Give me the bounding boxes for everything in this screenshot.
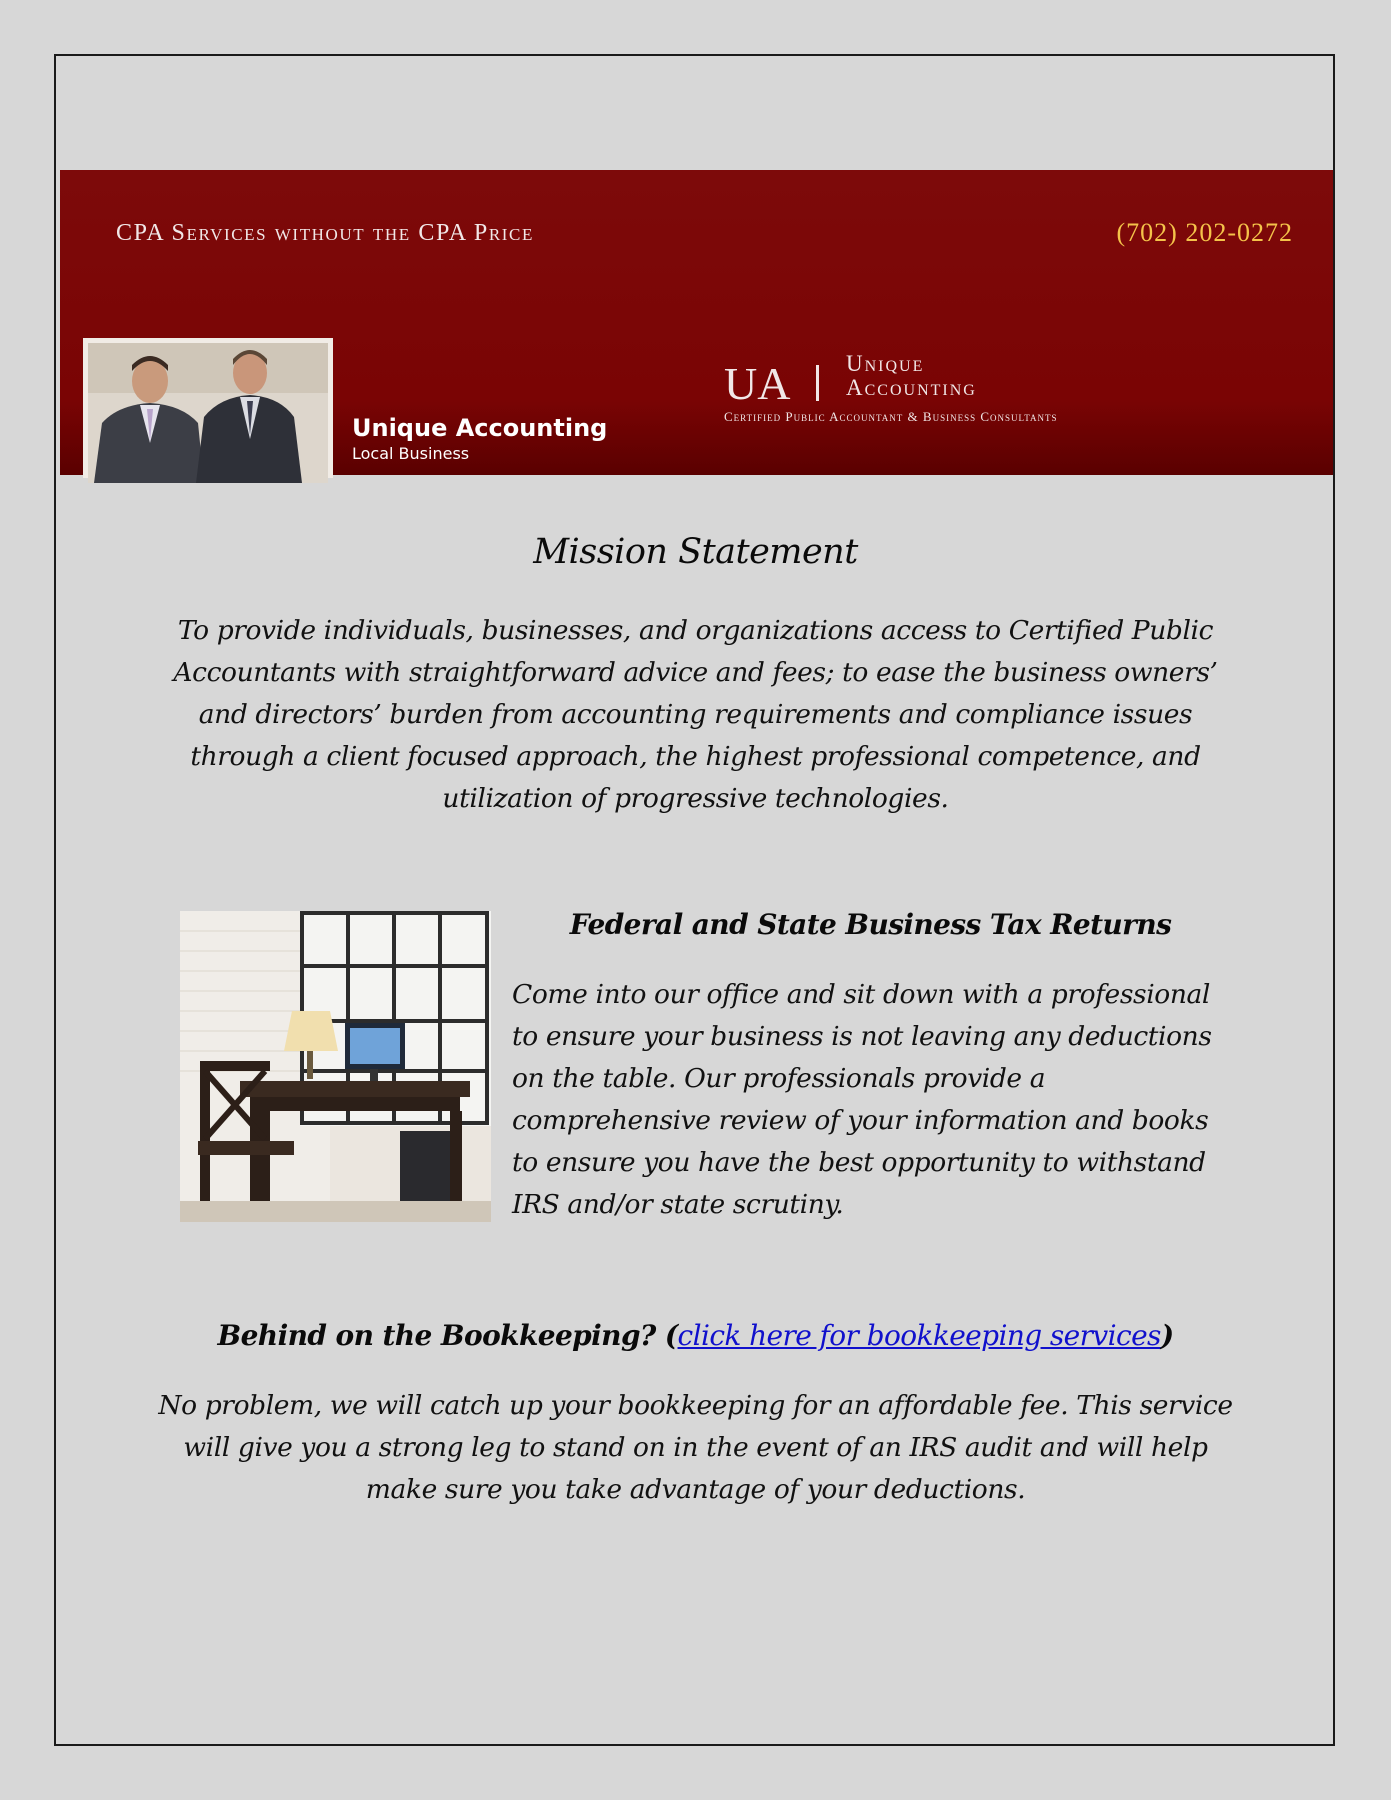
logo-line-unique: Unique [846,351,925,376]
ua-logo-mark [724,355,791,409]
business-name: Unique Accounting [352,414,608,442]
bookkeeping-title-prefix: Behind on the Bookkeeping? ( [217,1319,678,1352]
mission-title: Mission Statement [533,532,858,572]
banner-tagline: CPA Services without the CPA Price [116,220,534,246]
office-desk-photo [180,911,491,1222]
mission-text: To provide individuals, businesses, and organizations access to Certified Public Accountants with straightforward advice and fees; to ease the business owners’ and directors’ burden from accounting requirements and compliance issues through a client focused approach, the highest professional competence, and utilization of progressive technologies. [173,615,1218,814]
tax-returns-text: Come into our office and sit down with a professional to ensure your business is not leaving any deductions on the table. Our professionals provide a comprehensive review of your information and books to ensure you have the best opportunity to withstand IRS and/or state scrutiny. [512,979,1212,1220]
bookkeeping-title [0,1319,1391,1352]
partners-photo [83,338,333,478]
tax-returns-title: Federal and State Business Tax Returns [569,908,1172,941]
svg-text:UA: UA [724,358,791,409]
header-banner [60,170,1333,475]
logo-subtitle: Certified Public Accountant & Business Consultants [724,409,1058,424]
company-logo [724,351,1314,435]
bookkeeping-title-suffix: ) [1160,1319,1174,1352]
bookkeeping-text: No problem, we will catch up your bookkeeping for an affordable fee. This service will give you a strong leg to stand on in the event of an IRS audit and will help make sure you take advantage of your deductions. [158,1390,1233,1505]
business-type: Local Business [352,444,470,463]
bookkeeping-services-link[interactable]: click here for bookkeeping services [677,1319,1161,1352]
logo-line-accounting: Accounting [846,375,977,400]
phone-number[interactable]: (702) 202-0272 [1116,218,1293,247]
logo-divider [816,365,819,401]
